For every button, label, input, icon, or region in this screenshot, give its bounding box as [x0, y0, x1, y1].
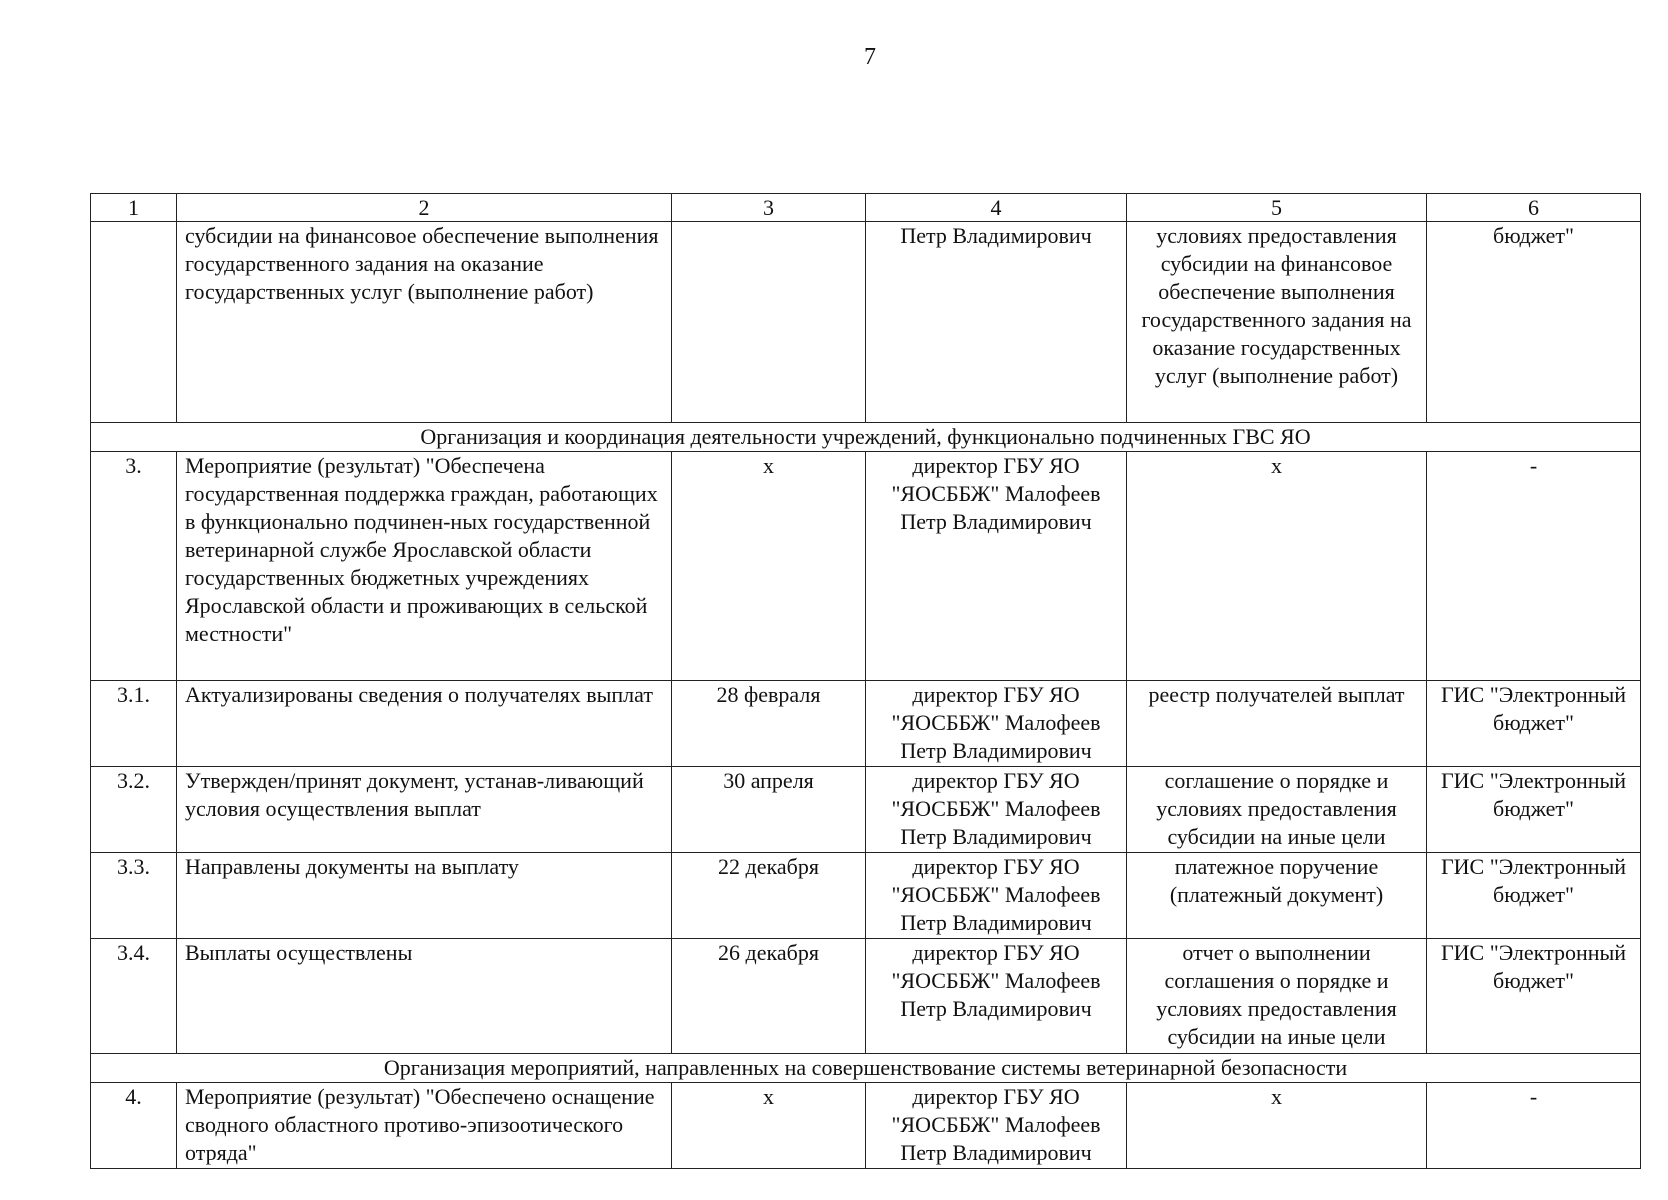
header-cell-3: 3 [672, 194, 866, 222]
cell-num: 3.4. [91, 939, 177, 1054]
cell-num: 3.3. [91, 853, 177, 939]
cell-responsible: директор ГБУ ЯО "ЯОСББЖ" Малофеев Петр Владимирович [866, 681, 1127, 767]
header-cell-6: 6 [1427, 194, 1641, 222]
table-row-4 [91, 1083, 1641, 1169]
cell-name: Мероприятие (результат) "Обеспечена государственная поддержка граждан, работающих в функционально подчинен-ных государственной ветеринарной службе Ярославской области государственных бюджетных учреждениях Ярославской области и проживающих в сельской местности" [177, 452, 672, 681]
section-row-veterinary-safety [91, 1054, 1641, 1083]
header-row [91, 194, 1641, 222]
cell-document: условиях предоставления субсидии на финансовое обеспечение выполнения государственного задания на оказание государственных услуг (выполнение работ) [1127, 222, 1427, 423]
cell-document: платежное поручение (платежный документ) [1127, 853, 1427, 939]
cell-date: х [672, 1083, 866, 1169]
header-cell-5: 5 [1127, 194, 1427, 222]
cell-document: соглашение о порядке и условиях предоставления субсидии на иные цели [1127, 767, 1427, 853]
cell-date: 22 декабря [672, 853, 866, 939]
section-title: Организация мероприятий, направленных на совершенствование системы ветеринарной безопасности [91, 1054, 1641, 1083]
cell-name: Мероприятие (результат) "Обеспечено оснащение сводного областного противо-эпизоотического отряда" [177, 1083, 672, 1169]
cell-system: ГИС "Электронный бюджет" [1427, 767, 1641, 853]
table-row-continuation [91, 222, 1641, 423]
cell-num: 3. [91, 452, 177, 681]
cell-responsible: директор ГБУ ЯО "ЯОСББЖ" Малофеев Петр Владимирович [866, 939, 1127, 1054]
cell-document: х [1127, 1083, 1427, 1169]
cell-name: Актуализированы сведения о получателях выплат [177, 681, 672, 767]
cell-num: 3.2. [91, 767, 177, 853]
table-row-3 [91, 452, 1641, 681]
cell-date: 26 декабря [672, 939, 866, 1054]
header-cell-1: 1 [91, 194, 177, 222]
table-row-3-1 [91, 681, 1641, 767]
cell-responsible: директор ГБУ ЯО "ЯОСББЖ" Малофеев Петр Владимирович [866, 853, 1127, 939]
cell-name: субсидии на финансовое обеспечение выполнения государственного задания на оказание государственных услуг (выполнение работ) [177, 222, 672, 423]
cell-document: х [1127, 452, 1427, 681]
cell-name: Утвержден/принят документ, устанав-ливающий условия осуществления выплат [177, 767, 672, 853]
cell-system: ГИС "Электронный бюджет" [1427, 939, 1641, 1054]
cell-responsible: директор ГБУ ЯО "ЯОСББЖ" Малофеев Петр Владимирович [866, 452, 1127, 681]
header-cell-2: 2 [177, 194, 672, 222]
table-row-3-2 [91, 767, 1641, 853]
cell-system: ГИС "Электронный бюджет" [1427, 681, 1641, 767]
cell-system: ГИС "Электронный бюджет" [1427, 853, 1641, 939]
page-number: 7 [864, 44, 876, 70]
cell-responsible: Петр Владимирович [866, 222, 1127, 423]
header-cell-4: 4 [866, 194, 1127, 222]
cell-date: 28 февраля [672, 681, 866, 767]
cell-num [91, 222, 177, 423]
cell-name: Направлены документы на выплату [177, 853, 672, 939]
cell-system: - [1427, 452, 1641, 681]
table-row-3-3 [91, 853, 1641, 939]
cell-date: х [672, 452, 866, 681]
cell-num: 4. [91, 1083, 177, 1169]
cell-system: - [1427, 1083, 1641, 1169]
cell-responsible: директор ГБУ ЯО "ЯОСББЖ" Малофеев Петр Владимирович [866, 1083, 1127, 1169]
cell-system: бюджет" [1427, 222, 1641, 423]
table-row-3-4 [91, 939, 1641, 1054]
cell-name: Выплаты осуществлены [177, 939, 672, 1054]
cell-document: отчет о выполнении соглашения о порядке и условиях предоставления субсидии на иные цели [1127, 939, 1427, 1054]
cell-date: 30 апреля [672, 767, 866, 853]
section-row-coordination [91, 423, 1641, 452]
section-title: Организация и координация деятельности учреждений, функционально подчиненных ГВС ЯО [91, 423, 1641, 452]
cell-responsible: директор ГБУ ЯО "ЯОСББЖ" Малофеев Петр Владимирович [866, 767, 1127, 853]
plan-table [90, 193, 1641, 1169]
cell-document: реестр получателей выплат [1127, 681, 1427, 767]
cell-num: 3.1. [91, 681, 177, 767]
cell-date [672, 222, 866, 423]
